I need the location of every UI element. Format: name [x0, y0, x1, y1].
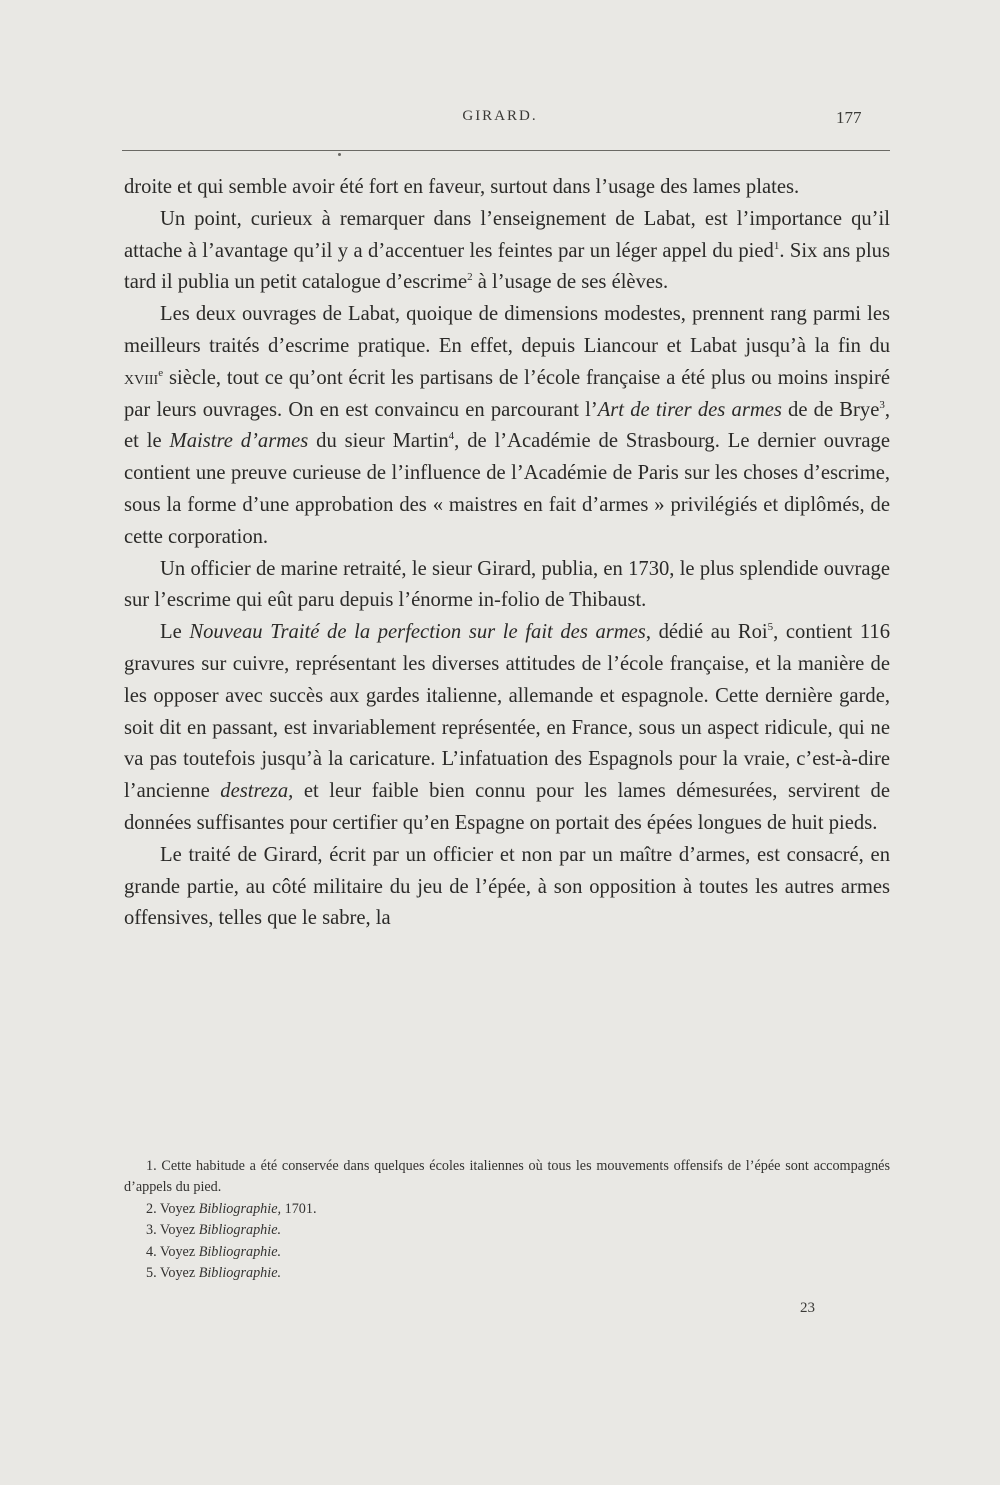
book-title: Maistre d’armes	[169, 430, 309, 453]
page-number: 177	[836, 108, 862, 127]
footnote-ref-1: 1	[773, 239, 780, 252]
header-rule	[122, 150, 890, 151]
footnotes	[124, 1156, 890, 1284]
footnote-ref-4: 4	[448, 430, 455, 443]
footnote-ref-5: 5	[767, 621, 774, 634]
book-title: Nouveau Traité de la perfection sur le fait des armes	[189, 621, 646, 644]
footnote-5: 5. Voyez Bibliographie.	[146, 1265, 282, 1282]
paragraph-3: Les deux ouvrages de Labat, quoique de dimensions modestes, prennent rang parmi les meilleurs traités d’escrime pratique. En effet, depuis Liancour et Labat jusqu’à la fin du xviii$^e$ siècle, tout ce qu’ont écrit les partisans de l’école française a été plus ou moins inspiré par leurs ouvrages. On en est convaincu en parcourant l’Art de tirer des armes de de Brye$^3$, et le Maistre d’armes du sieur Martin$^4$, de l’Académie de Strasbourg. Le dernier ouvrage contient une preuve curieuse de l’influence de l’Académie de Paris sur les choses d’escrime, sous la forme d’une approbation des « maistres en fait d’armes » privilégiés et diplômés, de cette corporation.	[124, 303, 890, 548]
century-numeral: xviii	[124, 366, 159, 389]
book-title: Art de tirer des armes	[597, 398, 782, 421]
body-text	[124, 172, 890, 935]
paragraph-2: Un point, curieux à remarquer dans l’enseignement de Labat, est l’importance qu’il attache à l’avantage qu’il y a d’accentuer les feintes par un léger appel du pied$^1$. Six ans plus tard il publia un petit catalogue d’escrime$^2$ à l’usage de ses élèves.	[124, 207, 890, 294]
footnote-3: 3. Voyez Bibliographie.	[146, 1222, 282, 1239]
signature-mark: 23	[800, 1300, 815, 1316]
paragraph-1: droite et qui semble avoir été fort en faveur, surtout dans l’usage des lames plates.	[124, 176, 800, 198]
running-title: GIRARD.	[462, 108, 538, 124]
paragraph-6: Le traité de Girard, écrit par un officier et non par un maître d’armes, est consacré, en grande partie, au côté militaire du jeu de l’épée, à son opposition à toutes les autres armes offensives, telles que le sabre, la	[124, 843, 890, 930]
paragraph-5: Le Nouveau Traité de la perfection sur le fait des armes, dédié au Roi$^5$, contient 116 gravures sur cuivre, représentant les diverses attitudes de l’école française, et la manière de les opposer avec succès aux gardes italienne, allemande et espagnole. Cette dernière garde, soit dit en passant, est invariablement représentée, en France, sous un aspect ridicule, qui ne va pas toutefois jusqu’à la caricature. L’infatuation des Espagnols pour la vraie, c’est-à-dire l’ancienne destreza, et leur faible bien connu pour les lames démesurées, servirent de données suffisantes pour certifier qu’en Espagne on portait des épées longues de huit pieds.	[124, 621, 891, 834]
rule-ornament-dot	[338, 153, 341, 156]
footnote-2: 2. Voyez Bibliographie, 1701.	[146, 1200, 317, 1217]
footnote-1: 1. Cette habitude a été conservée dans quelques écoles italiennes où tous les mouvements offensifs de l’épée sont accompagnés d’appels du pied.	[124, 1158, 890, 1196]
foreign-term: destreza,	[220, 780, 294, 803]
footnote-ref-2: 2	[467, 271, 473, 284]
footnote-ref-3: 3	[879, 398, 885, 411]
footnote-4: 4. Voyez Bibliographie.	[146, 1243, 282, 1260]
paragraph-4: Un officier de marine retraité, le sieur Girard, publia, en 1730, le plus splendide ouvrage sur l’escrime qui eût paru depuis l’énorme in-folio de Thibaust.	[124, 557, 890, 612]
